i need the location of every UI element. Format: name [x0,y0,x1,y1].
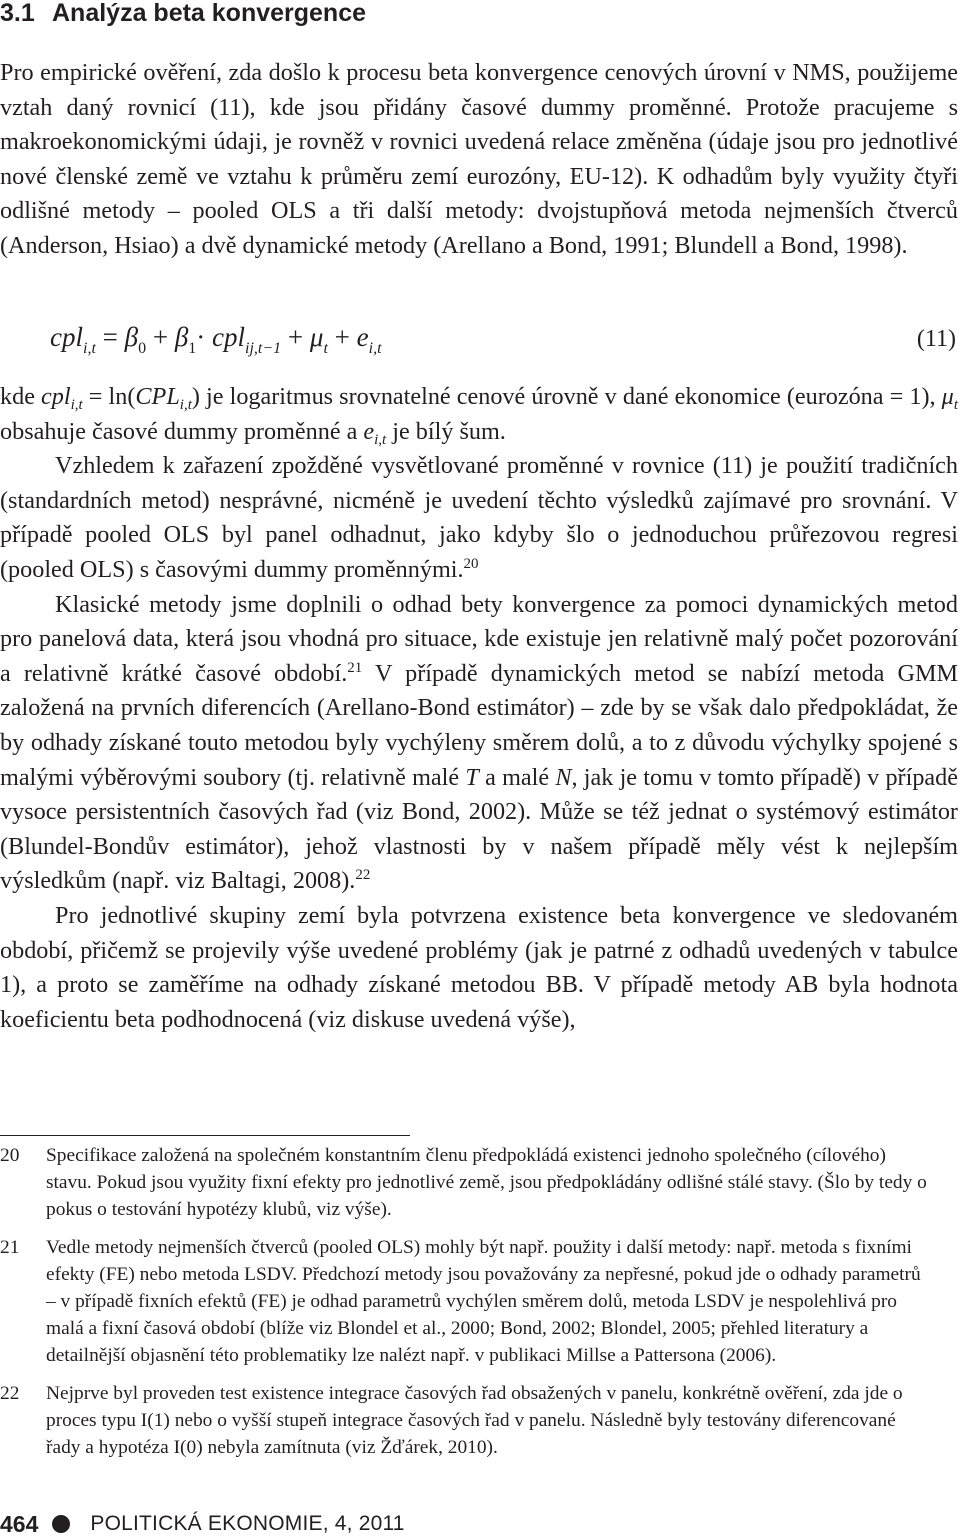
equation-11 [0,322,958,362]
footnote-ref-21[interactable]: 21 [347,659,363,676]
footnote-number: 22 [0,1382,20,1404]
equation-number: (11) [916,326,956,352]
footnote-text: Nejprve byl proveden test existence integrace časových řad obsažených v panelu, konkrétně ověření, zda jde o proces typu I(1) nebo o vyšší stupeň integrace časových řad v panelu. Následně byly testovány diferencované řady a hypotéza I(0) nebyla zamítnuta (viz Žďárek, 2010). [46,1382,903,1459]
footnote-20 [0,1142,958,1224]
section-heading [0,0,958,26]
footnote-text: Specifikace založená na společném konstantním členu předpokládá existenci jednoho společného (cílového) stavu. Pokud jsou využity fixní efekty pro jednotlivé země, jsou předpokládány odlišné stálé stavy. (Šlo by tedy o pokus o testování hypotézy klubů, viz výše). [46,1145,927,1221]
footnote-21 [0,1234,958,1370]
bullet-dot-icon [52,1515,70,1533]
equation-formula: $cpl_{i,t} = \beta_0 + \beta_1\cdot cpl_{ij,t-1} + \mu_t + e_{i,t}$ [50,322,382,357]
paragraph-lagged-variable: Vzhledem k zařazení zpožděné vysvětlované proměnné v rovnice (11) je použití tradičních (standardních metod) nesprávné, nicméně je uvedení těchto výsledků zajímavé pro srovnání. V případě pooled OLS byl panel odhadnut, jako kdyby šlo o jednoduchou průřezovou regresi (pooled OLS) s časovými dummy proměnnými.$^{20}$ [0,452,958,583]
footnote-text: Vedle metody nejmenších čtverců (pooled OLS) mohly být např. použity i další metody: např. metoda s fixními efekty (FE) nebo metoda LSDV. Předchozí metody jsou považovány za nepřesné, pokud jde o odhady parametrů – v případě fixních efektů (FE) je odhad parametrů vychýlen směrem dolů, metoda LSDV je nespolehlivá pro malá a fixní časová období (blíže viz Blondel et al., 2000; Bond, 2002; Blondel, 2005; přehled literatury a detailnější objasnění této problematiky lze nalézt např. v publikaci Millse a Pattersona (2006). [46,1236,921,1367]
paragraph-dynamic-methods: Klasické metody jsme doplnili o odhad bety konvergence za pomoci dynamických metod pro panelová data, která jsou vhodná pro situace, kde existuje jen relativně malý počet pozorování a relativně krátké časové období.$^{21}$ V případě dynamických metod se nabízí metoda GMM založená na prvních diferencích (Arellano-Bond estimátor) – zde by se však dalo předpokládat, že by odhady získané touto metodou byly vychýleny směrem dolů, a to z důvodu výchylky spojené s malými výběrovými soubory (tj. relativně malé T a malé N, jak je tomu v tomto případě) v případě vysoce persistentních časových řad (viz Bond, 2002). Může se též jednat o systémový estimátor (Blundel-Bondův estimátor), jehož vlastnosti by v našem případě měly vést k nejlepším výsledkům (např. viz Baltagi, 2008).$^{22}$ [0,590,958,895]
paragraph-definitions: kde $cpl_{i,t} = \ln(CPL_{i,t})$ je logaritmus srovnatelné cenové úrovně v dané ekonomice (eurozóna = 1), $\mu_t$ obsahuje časové dummy proměnné a $e_{i,t}$ je bílý šum. [0,383,958,448]
footnote-divider [0,1135,410,1136]
footnote-ref-20[interactable]: 20 [463,555,479,572]
page-footer [0,1510,958,1538]
body-text-upper [0,56,958,264]
journal-name: POLITICKÁ EKONOMIE, 4, 2011 [90,1512,405,1535]
footnote-22 [0,1380,958,1462]
footnote-number: 21 [0,1236,20,1258]
footnotes [0,1142,958,1471]
footnote-ref-22[interactable]: 22 [355,867,371,884]
paragraph-intro: Pro empirické ověření, zda došlo k procesu beta konvergence cenových úrovní v NMS, použijeme vztah daný rovnicí (11), kde jsou přidány časové dummy proměnné. Protože pracujeme s makroekonomickými údaji, je rovněž v rovnici uvedená relace změněna (údaje jsou pro jednotlivé nové členské země ve vztahu k průměru zemí eurozóny, EU-12). K odhadům byly využity čtyři odlišné metody – pooled OLS a tři další metody: dvojstupňová metoda nejmenších čtverců (Anderson, Hsiao) a dvě dynamické metody (Arellano a Bond, 1991; Blundell a Bond, 1998). [0,59,958,259]
section-number: 3.1 [0,0,35,27]
body-text-lower [0,380,958,1037]
page-number: 464 [0,1510,39,1537]
paragraph-results: Pro jednotlivé skupiny zemí byla potvrzena existence beta konvergence ve sledovaném období, přičemž se projevily výše uvedené problémy (jak je patrné z odhadů uvedených v tabulce 1), a proto se zaměříme na odhady získané metodou BB. V případě metody AB byla hodnota koeficientu beta podhodnocená (viz diskuse uvedená výše), [0,901,958,1033]
footnote-number: 20 [0,1145,20,1166]
section-title: Analýza beta konvergence [52,0,367,27]
